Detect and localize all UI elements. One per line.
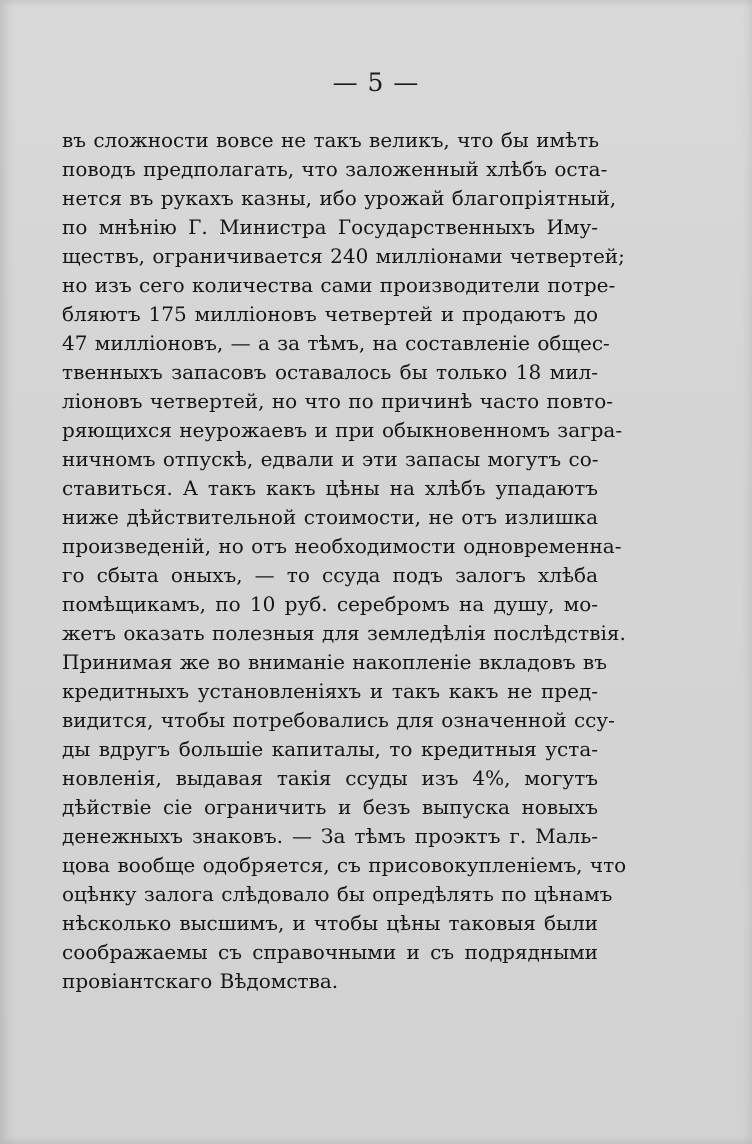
text-line: оцѣнку залога слѣдовало бы опредѣлять по цѣнамъ: [62, 882, 613, 906]
body-text: [62, 126, 627, 996]
text-line: произведеній, но отъ необходимости одновременна-: [62, 534, 622, 558]
text-line: Принимая же во вниманіе накопленіе вкладовъ въ: [62, 650, 607, 674]
text-line: поводъ предполагать, что заложенный хлѣбъ оста-: [62, 157, 608, 181]
page-number: — 5 —: [332, 68, 420, 97]
text-line: денежныхъ знаковъ. — За тѣмъ проэктъ г. Маль-: [62, 824, 598, 848]
text-line: новленія, выдавая такія ссуды изъ 4%, могутъ: [62, 766, 598, 790]
text-line: въ сложности вовсе не такъ великъ, что бы имѣть: [62, 128, 600, 152]
text-line: провіантскаго Вѣдомства.: [62, 969, 339, 993]
text-line: цова вообще одобряется, съ присовокупленіемъ, что: [62, 853, 627, 877]
text-line: кредитныхъ установленіяхъ и такъ какъ не пред-: [62, 679, 598, 703]
text-line: твенныхъ запасовъ оставалось бы только 18 мил-: [62, 360, 598, 384]
text-line: 47 милліоновъ, — а за тѣмъ, на составленіе общес-: [62, 331, 610, 355]
text-line: ставиться. А такъ какъ цѣны на хлѣбъ упадаютъ: [62, 476, 598, 500]
text-line: ряющихся неурожаевъ и при обыкновенномъ загра-: [62, 418, 623, 442]
text-line: видится, чтобы потребовались для означенной ссу-: [62, 708, 615, 732]
text-line: соображаемы съ справочными и съ подрядными: [62, 940, 598, 964]
text-line: ды вдругъ большіе капиталы, то кредитныя уста-: [62, 737, 598, 761]
text-line: по мнѣнію Г. Министра Государственныхъ Иму-: [62, 215, 598, 239]
text-line: ничномъ отпускѣ, едвали и эти запасы могутъ со-: [62, 447, 599, 471]
text-line: помѣщикамъ, по 10 руб. серебромъ на душу, мо-: [62, 592, 598, 616]
text-line: ліоновъ четвертей, но что по причинѣ часто повто-: [62, 389, 614, 413]
text-line: но изъ сего количества сами производители потре-: [62, 273, 616, 297]
text-line: дѣйствіе сіе ограничить и безъ выпуска новыхъ: [62, 795, 598, 819]
text-line: нется въ рукахъ казны, ибо урожай благопріятный,: [62, 186, 617, 210]
text-line: ществъ, ограничивается 240 милліонами четвертей;: [62, 244, 625, 268]
text-line: жетъ оказать полезныя для земледѣлія послѣдствія.: [62, 621, 626, 645]
text-line: бляютъ 175 милліоновъ четвертей и продаютъ до: [62, 302, 598, 326]
text-line: го сбыта оныхъ, — то ссуда подъ залогъ хлѣба: [62, 563, 598, 587]
text-line: нѣсколько высшимъ, и чтобы цѣны таковыя были: [62, 911, 598, 935]
text-line: ниже дѣйствительной стоимости, не отъ излишка: [62, 505, 598, 529]
